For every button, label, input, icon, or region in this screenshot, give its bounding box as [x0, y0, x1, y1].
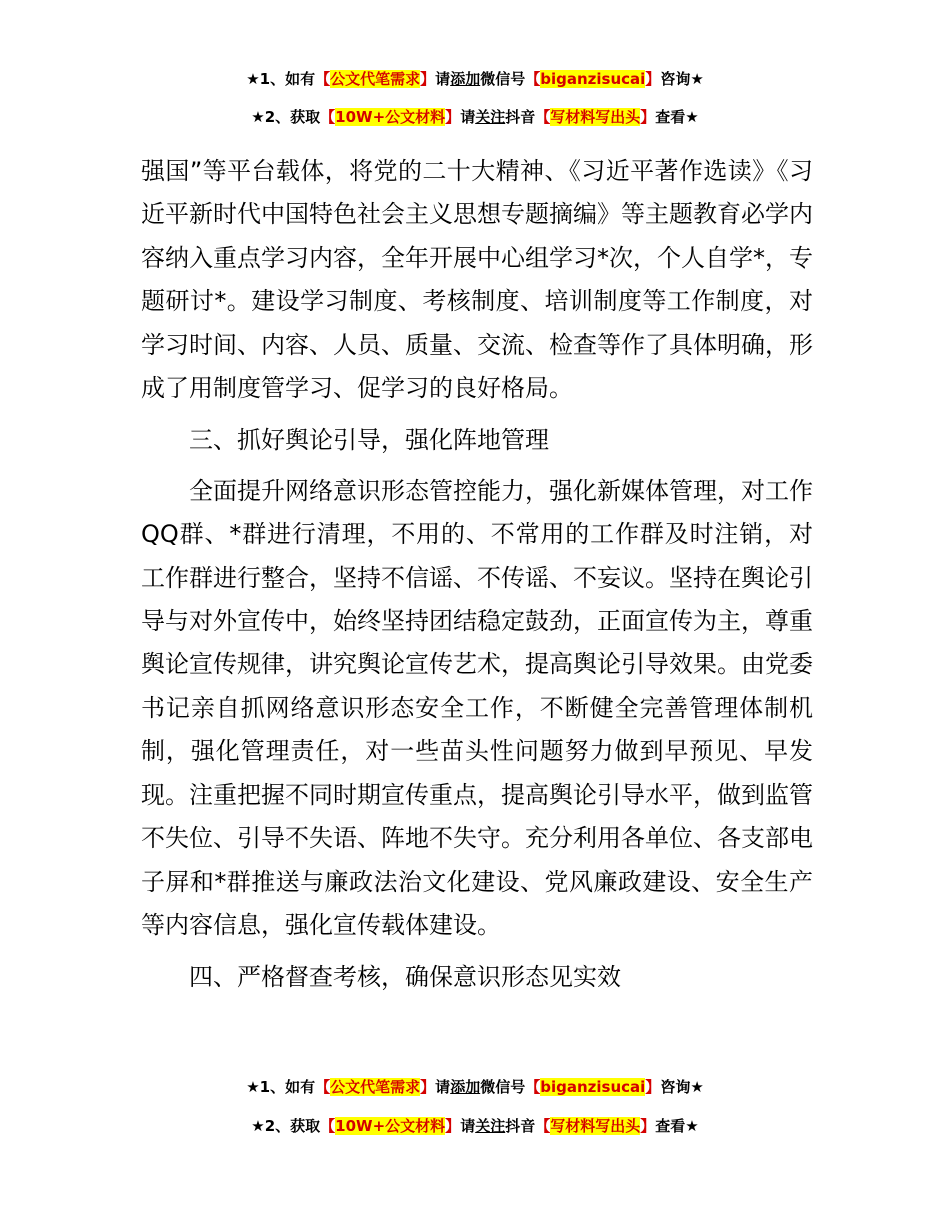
banner-highlight: 10W+公文材料	[335, 1117, 446, 1135]
banner-text: 请	[460, 108, 476, 126]
top-banner-line-1	[0, 68, 950, 90]
banner-bracket: 】	[445, 1117, 461, 1135]
banner-highlight: biganzisucai	[540, 70, 646, 88]
banner-highlight: 公文代笔需求	[330, 1078, 421, 1096]
document-body	[141, 150, 813, 1007]
banner-highlight: biganzisucai	[540, 1078, 646, 1096]
banner-highlight: 写材料写出头	[550, 108, 641, 126]
banner-bracket: 】	[640, 1117, 656, 1135]
banner-bracket: 】	[420, 70, 436, 88]
bottom-banner-line-2	[0, 1115, 950, 1137]
banner-text: 请	[460, 1117, 476, 1135]
banner-highlight: 公文代笔需求	[330, 70, 421, 88]
banner-text: 微信号	[480, 70, 526, 88]
banner-text: 查看★	[655, 108, 699, 126]
banner-text: 咨询★	[660, 70, 704, 88]
banner-text: ★1、如有	[246, 70, 316, 88]
section-heading-4: 四、严格督查考核，确保意识形态见实效	[189, 963, 621, 992]
banner-bracket: 【	[320, 1117, 336, 1135]
banner-highlight: 写材料写出头	[550, 1117, 641, 1135]
banner-underlined: 添加	[450, 1078, 481, 1096]
banner-bracket: 】	[645, 70, 661, 88]
banner-text: 请	[435, 70, 451, 88]
banner-text: 微信号	[480, 1078, 526, 1096]
banner-bracket: 】	[445, 108, 461, 126]
banner-bracket: 】	[420, 1078, 436, 1096]
banner-bracket: 【	[535, 1117, 551, 1135]
banner-highlight: 10W+公文材料	[335, 108, 446, 126]
banner-underlined: 关注	[475, 1117, 506, 1135]
top-banner-line-2	[0, 106, 950, 128]
bottom-banner-line-1	[0, 1076, 950, 1098]
paragraph-section-3: 全面提升网络意识形态管控能力，强化新媒体管理，对工作QQ群、*群进行清理，不用的、不常用的工作群及时注销，对工作群进行整合，坚持不信谣、不传谣、不妄议。坚持在舆论引导与对外宣传中，始终坚持团结稳定鼓劲，正面宣传为主，尊重舆论宣传规律，讲究舆论宣传艺术，提高舆论引导效果。由党委书记亲自抓网络意识形态安全工作，不断健全完善管理体制机制，强化管理责任，对一些苗头性问题努力做到早预见、早发现。注重把握不同时期宣传重点，提高舆论引导水平，做到监管不失位、引导不失语、阵地不失守。充分利用各单位、各支部电子屏和*群推送与廉政法治文化建设、党风廉政建设、安全生产等内容信息，强化宣传载体建设。	[141, 476, 813, 939]
banner-bracket: 】	[640, 108, 656, 126]
banner-bracket: 【	[535, 108, 551, 126]
banner-text: 抖音	[505, 108, 536, 126]
banner-text: ★2、获取	[251, 1117, 321, 1135]
section-heading-3: 三、抓好舆论引导，强化阵地管理	[189, 426, 549, 455]
banner-bracket: 【	[320, 108, 336, 126]
banner-text: 请	[435, 1078, 451, 1096]
banner-underlined: 关注	[475, 108, 506, 126]
banner-underlined: 添加	[450, 70, 481, 88]
banner-text: ★2、获取	[251, 108, 321, 126]
banner-bracket: 【	[315, 70, 331, 88]
banner-text: ★1、如有	[246, 1078, 316, 1096]
banner-bracket: 【	[525, 1078, 541, 1096]
banner-bracket: 】	[645, 1078, 661, 1096]
paragraph-continued: 强国”等平台载体，将党的二十大精神、《习近平著作选读》《习近平新时代中国特色社会主义思想专题摘编》等主题教育必学内容纳入重点学习内容，全年开展中心组学习*次，个人自学*，专题研讨*。建设学习制度、考核制度、培训制度等工作制度，对学习时间、内容、人员、质量、交流、检查等作了具体明确，形成了用制度管学习、促学习的良好格局。	[141, 157, 813, 403]
banner-text: 咨询★	[660, 1078, 704, 1096]
banner-bracket: 【	[525, 70, 541, 88]
banner-text: 查看★	[655, 1117, 699, 1135]
banner-text: 抖音	[505, 1117, 536, 1135]
banner-bracket: 【	[315, 1078, 331, 1096]
